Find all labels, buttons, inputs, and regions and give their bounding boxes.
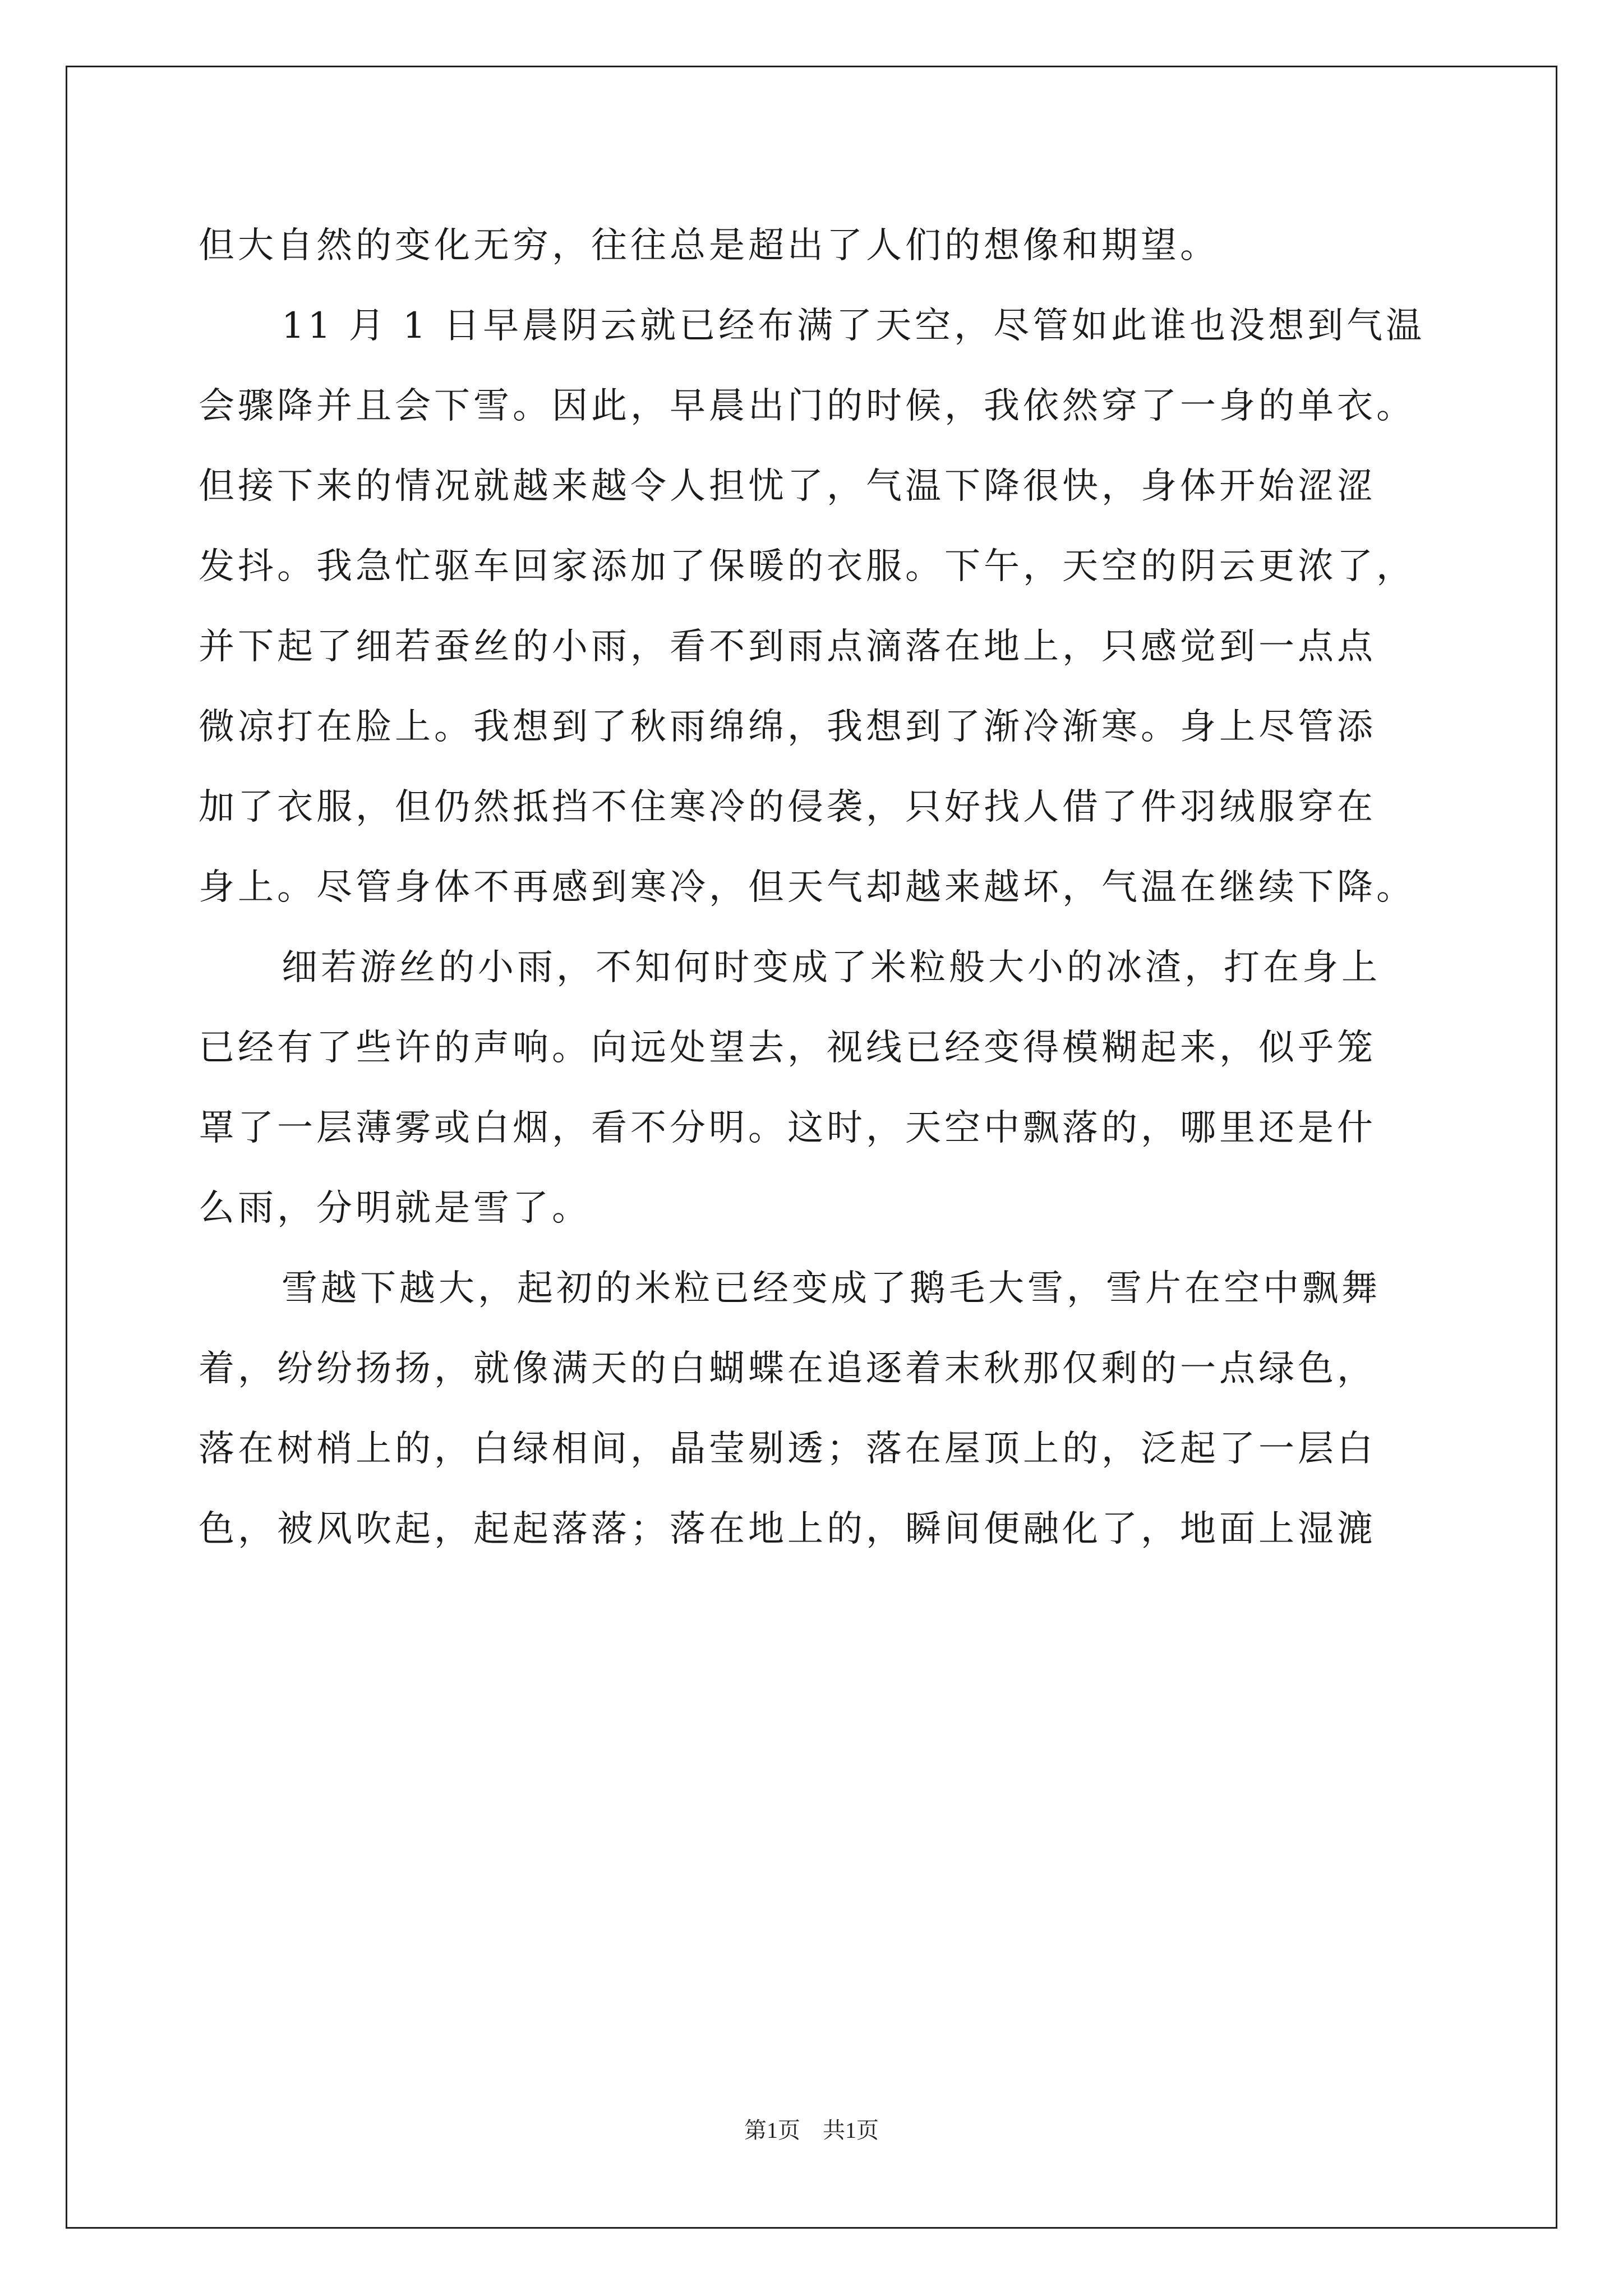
text-line: 身上。尽管身体不再感到寒冷，但天气却越来越坏，气温在继续下降。 <box>199 867 1415 908</box>
text-line: 色，被风吹起，起起落落；落在地上的，瞬间便融化了，地面上湿漉 <box>199 1508 1376 1550</box>
text-line: 着，纷纷扬扬，就像满天的白蝴蝶在追逐着末秋那仅剩的一点绿色， <box>199 1348 1376 1389</box>
text-line: 微凉打在脸上。我想到了秋雨绵绵，我想到了渐冷渐寒。身上尽管添 <box>199 706 1376 748</box>
page-footer <box>0 2116 1623 2145</box>
text-line: 加了衣服，但仍然抵挡不住寒冷的侵袭，只好找人借了件羽绒服穿在 <box>199 786 1376 828</box>
text-line: 已经有了些许的声响。向远处望去，视线已经变得模糊起来，似乎笼 <box>199 1027 1376 1069</box>
document-body <box>199 206 1432 1570</box>
text-line: 罩了一层薄雾或白烟，看不分明。这时，天空中飘落的，哪里还是什 <box>199 1107 1376 1149</box>
text-line: 发抖。我急忙驱车回家添加了保暖的衣服。下午，天空的阴云更浓了， <box>199 546 1415 587</box>
text-line: 落在树梢上的，白绿相间，晶莹剔透；落在屋顶上的，泛起了一层白 <box>199 1428 1376 1470</box>
paragraph-start-line: 雪越下越大，起初的米粒已经变成了鹅毛大雪，雪片在空中飘舞 <box>282 1268 1381 1309</box>
text-line: 但大自然的变化无穷，往往总是超出了人们的想像和期望。 <box>199 225 1219 266</box>
text-line: 并下起了细若蚕丝的小雨，看不到雨点滴落在地上，只感觉到一点点 <box>199 626 1376 668</box>
text-line: 但接下来的情况就越来越令人担忧了，气温下降很快，身体开始涩涩 <box>199 466 1376 507</box>
paragraph-start-line: 细若游丝的小雨，不知何时变成了米粒般大小的冰渣，打在身上 <box>282 947 1381 988</box>
page-number: 第1页 <box>744 2118 800 2143</box>
page-total: 共1页 <box>823 2118 879 2143</box>
paragraph-start-line: 11 月 1 日早晨阴云就已经布满了天空，尽管如此谁也没想到气温 <box>282 305 1426 347</box>
text-line: 会骤降并且会下雪。因此，早晨出门的时候，我依然穿了一身的单衣。 <box>199 385 1415 427</box>
text-line: 么雨，分明就是雪了。 <box>199 1188 591 1229</box>
